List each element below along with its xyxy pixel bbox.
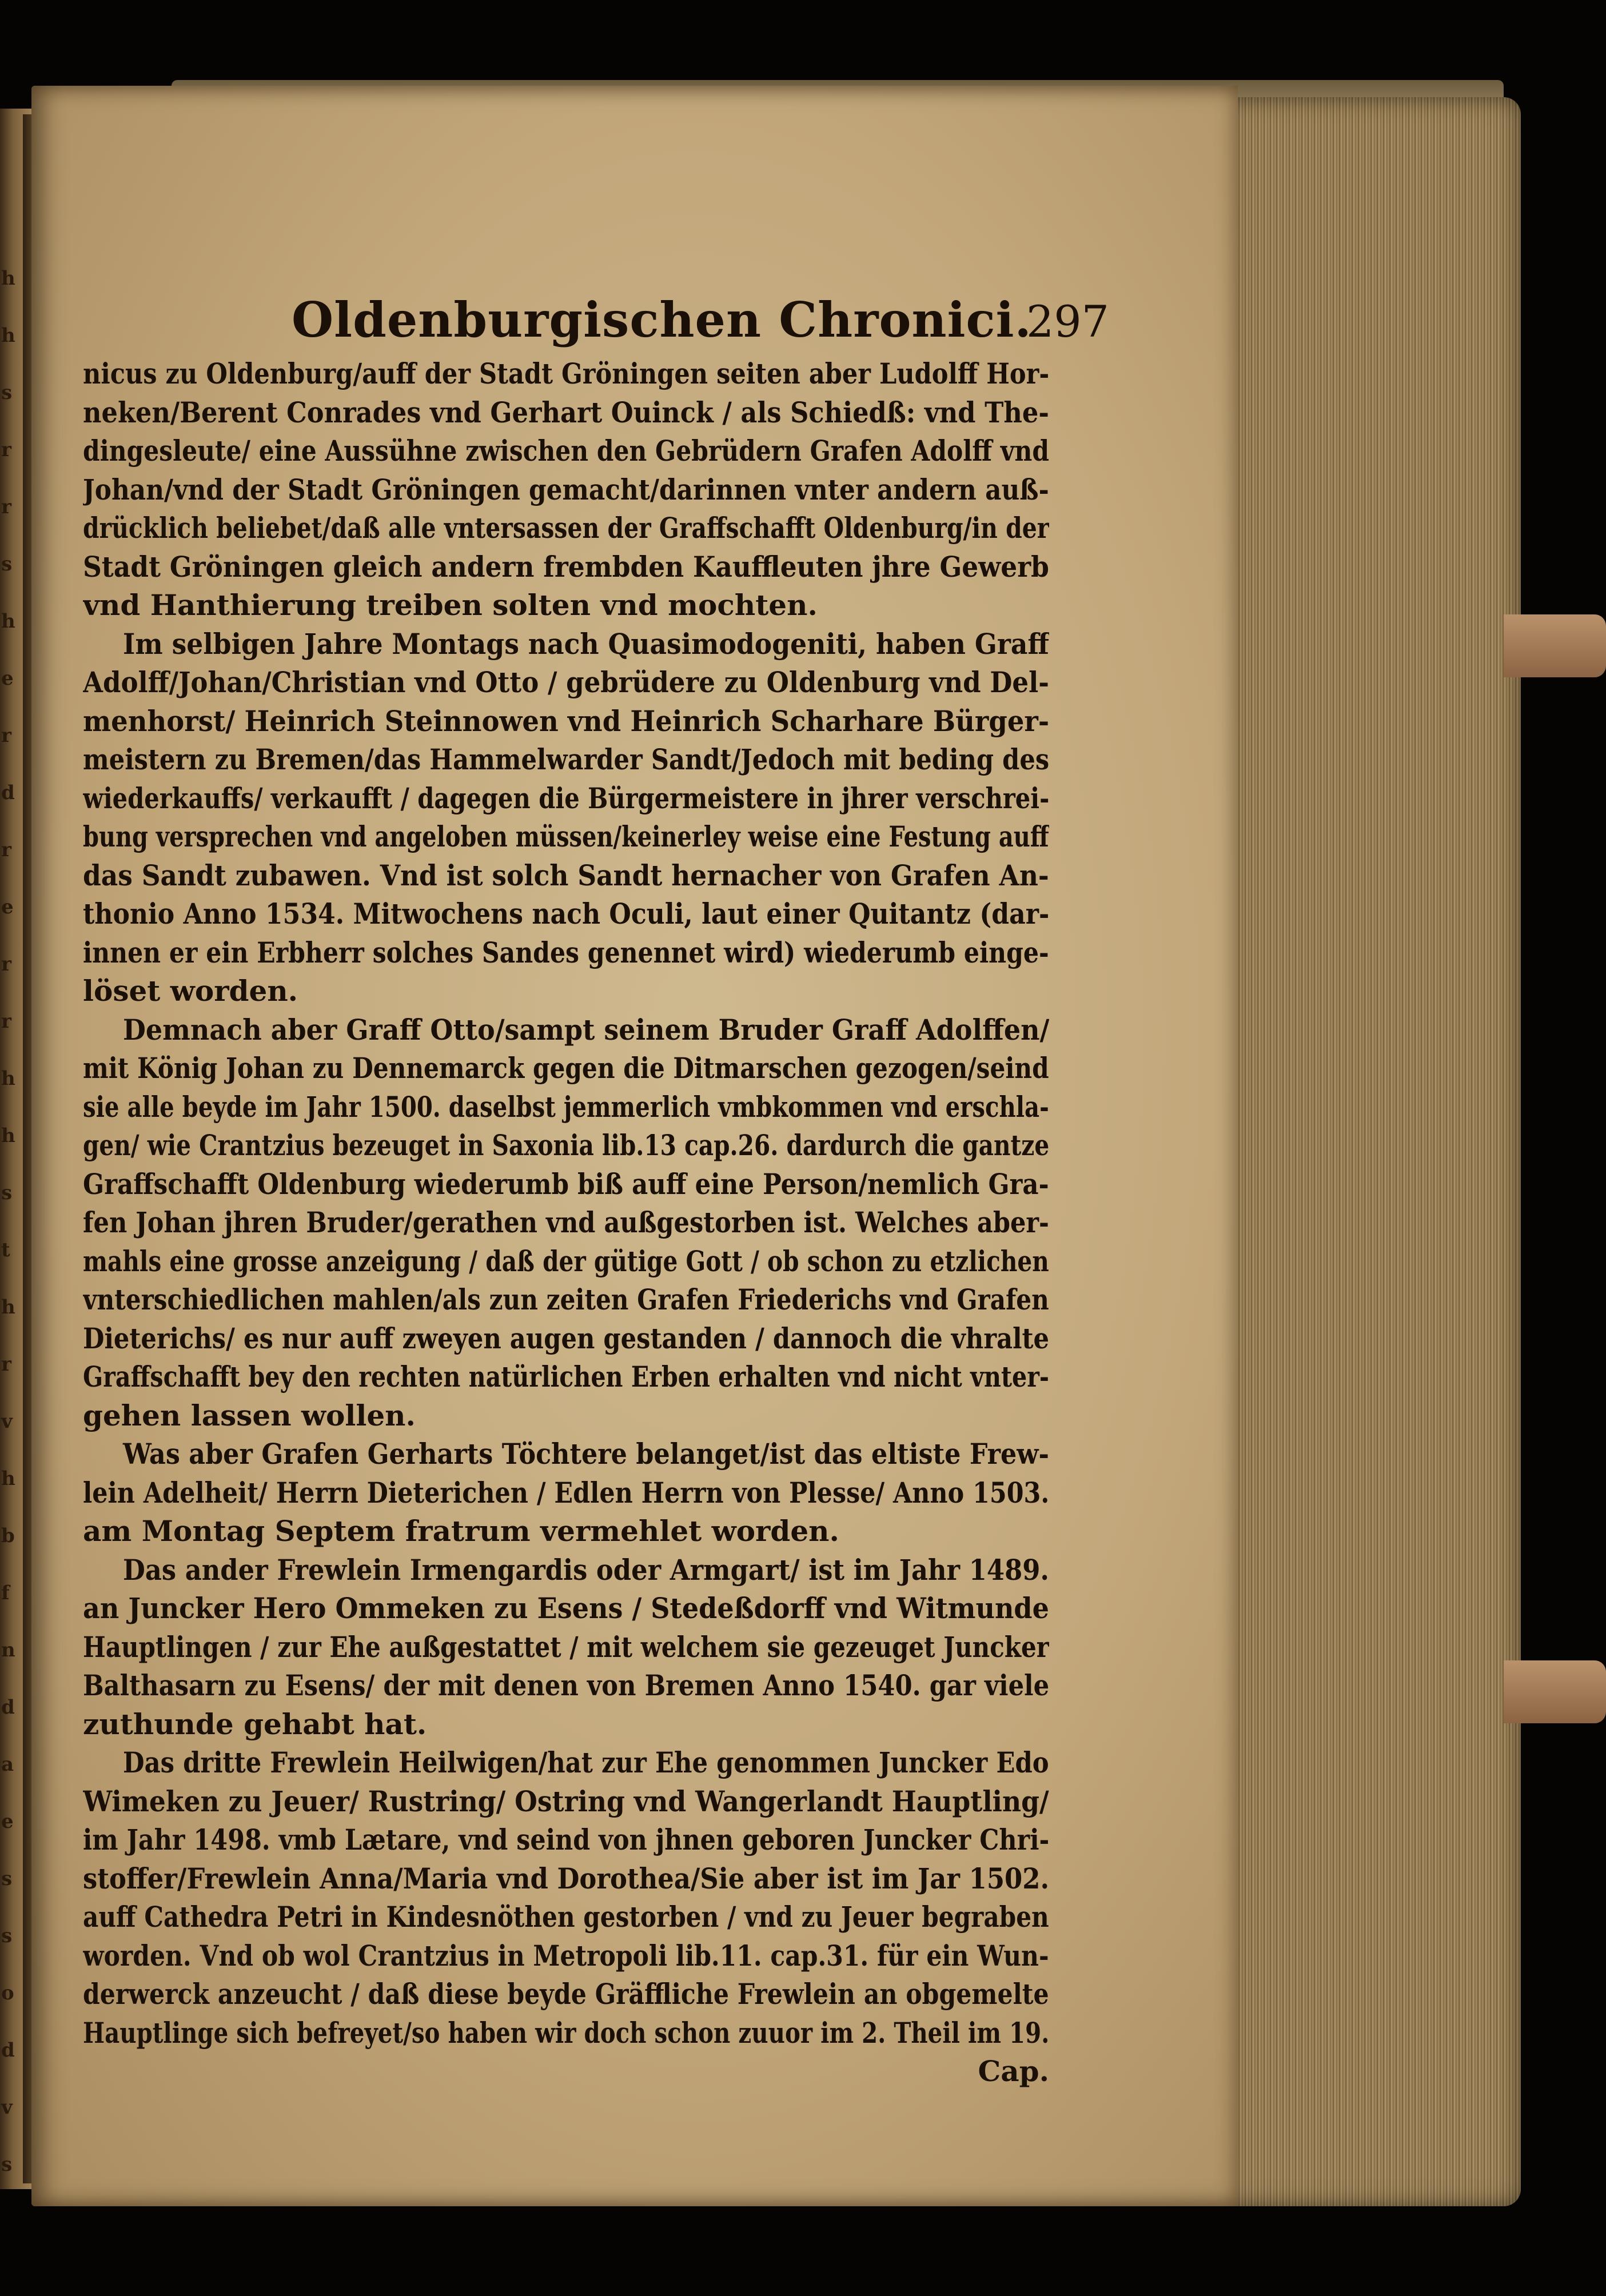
running-title: Oldenburgischen Chronici. [292,292,1032,348]
text-line: wiederkauffs/ verkaufft / dagegen die Bürgermeistere in jhrer verschrei- [83,781,1049,815]
text-line: das Sandt zubawen. Vnd ist solch Sandt hernacher von Grafen An- [83,858,1049,892]
text-line: Dieterichs/ es nur auff zweyen augen gestanden / dannoch die vhralte [83,1321,1049,1355]
text-line: vnterschiedlichen mahlen/als zun zeiten Grafen Friederichs vnd Grafen [83,1283,1049,1316]
text-line: drücklich beliebet/daß alle vntersassen der Graffschafft Oldenburg/in der [83,511,1049,545]
margin-fragment: r [1,1353,11,1376]
margin-fragment: h [1,1296,15,1319]
margin-fragment: e [1,1810,14,1833]
margin-fragment: s [1,2153,13,2176]
text-line: gen/ wie Crantzius bezeuget in Saxonia lib.13 cap.26. dardurch die gantze [83,1128,1049,1162]
margin-fragment: o [1,1982,14,2004]
text-line: lein Adelheit/ Herrn Dieterichen / Edlen Herrn von Plesse/ Anno 1503. [83,1475,1049,1510]
margin-fragment: h [1,324,15,347]
margin-fragment: h [1,267,15,290]
margin-fragment: n [1,1639,15,1662]
book-page [31,86,1238,2206]
text-line: zuthunde gehabt hat. [83,1707,427,1741]
text-line: thonio Anno 1534. Mitwochens nach Oculi, laut einer Quitantz (dar- [83,897,1049,931]
ribbon-marker-lower [1504,1660,1606,1723]
margin-fragment: s [1,1867,13,1890]
margin-fragment: h [1,1124,15,1147]
page-number: 297 [1026,296,1109,347]
margin-fragment: v [1,2096,13,2119]
margin-fragment: h [1,1467,15,1490]
text-line: gehen lassen wollen. [83,1398,416,1432]
catchword: Cap. [978,2054,1049,2088]
margin-fragment: h [1,1067,15,1090]
text-line: sie alle beyde im Jahr 1500. daselbst jemmerlich vmbkommen vnd erschla- [83,1089,1049,1124]
text-line: Graffschafft bey den rechten natürlichen Erben erhalten vnd nicht vnter- [83,1360,1049,1393]
text-line: mit König Johan zu Dennemarck gegen die Ditmarschen gezogen/seind [83,1051,1049,1085]
text-line: Was aber Grafen Gerharts Töchtere belanget/ist das eltiste Frew- [123,1437,1049,1471]
margin-fragment: r [1,438,11,461]
margin-fragment: d [1,1696,15,1719]
ribbon-marker-upper [1504,614,1606,677]
body-text [83,354,1049,2091]
text-line: dingesleute/ eine Aussühne zwischen den Gebrüdern Grafen Adolff vnd [83,434,1049,468]
margin-fragment: r [1,724,11,747]
text-line: auff Cathedra Petri in Kindesnöthen gestorben / vnd zu Jeuer begraben [83,1900,1049,1934]
text-line: vnd Hanthierung treiben solten vnd mochten. [83,588,818,622]
text-line: an Juncker Hero Ommeken zu Esens / Stedeßdorff vnd Witmunde [83,1591,1049,1625]
margin-fragment: r [1,496,11,518]
text-line: Graffschafft Oldenburg wiederumb biß auff eine Person/nemlich Gra- [83,1167,1049,1201]
margin-fragment: s [1,1924,13,1947]
margin-fragment: s [1,553,13,576]
text-line: Wimeken zu Jeuer/ Rustring/ Ostring vnd Wangerlandt Hauptling/ [83,1784,1049,1818]
text-line: am Montag Septem fratrum vermehlet worden. [83,1514,839,1548]
text-line: Das ander Frewlein Irmengardis oder Armgart/ ist im Jahr 1489. [123,1552,1049,1587]
text-line: bung versprechen vnd angeloben müssen/keinerley weise eine Festung auff [83,820,1049,853]
margin-fragment: f [1,1582,10,1604]
margin-fragment: r [1,838,11,861]
margin-fragment: r [1,1010,11,1033]
text-line: derwerck anzeucht / daß diese beyde Gräffliche Frewlein an obgemelte [83,1977,1049,2011]
margin-fragment: e [1,667,14,690]
margin-fragment: d [1,781,15,804]
text-line: im Jahr 1498. vmb Lætare, vnd seind von jhnen geboren Juncker Chri- [83,1823,1049,1856]
page-header [292,292,1109,360]
text-line: fen Johan jhren Bruder/gerathen vnd außgestorben ist. Welches aber- [83,1205,1049,1239]
margin-fragment: d [1,2039,15,2062]
text-line: innen er ein Erbherr solches Sandes genennet wird) wiederumb einge- [83,935,1049,969]
margin-fragment: h [1,610,15,633]
text-line: Stadt Gröningen gleich andern frembden Kauffleuten jhre Gewerb [83,549,1049,584]
text-line: Demnach aber Graff Otto/sampt seinem Bruder Graff Adolffen/ [123,1012,1049,1047]
text-line: mahls eine grosse anzeigung / daß der gütige Gott / ob schon zu etzlichen [83,1244,1049,1278]
text-line: meistern zu Bremen/das Hammelwarder Sandt/Jedoch mit beding des [83,742,1049,776]
text-line: Im selbigen Jahre Montags nach Quasimodogeniti, haben Graff [123,626,1049,661]
margin-fragment: a [1,1753,14,1776]
margin-fragment: t [1,1239,10,1261]
margin-fragment: v [1,1410,13,1433]
text-line: Johan/vnd der Stadt Gröningen gemacht/darinnen vnter andern auß- [83,472,1049,506]
text-line: Adolff/Johan/Christian vnd Otto / gebrüdere zu Oldenburg vnd Del- [83,665,1049,699]
text-line: stoffer/Frewlein Anna/Maria vnd Dorothea/Sie aber ist im Jar 1502. [83,1861,1049,1895]
text-line: Hauptlingen / zur Ehe außgestattet / mit welchem sie gezeuget Juncker [83,1630,1049,1664]
text-line: menhorst/ Heinrich Steinnowen vnd Heinrich Scharhare Bürger- [83,704,1049,738]
page-edges [1224,97,1521,2206]
text-line: Balthasarn zu Esens/ der mit denen von Bremen Anno 1540. gar viele [83,1668,1049,1702]
margin-fragment: s [1,381,13,404]
text-line: nicus zu Oldenburg/auff der Stadt Gröningen seiten aber Ludolff Hor- [83,357,1049,390]
margin-fragment: e [1,896,14,919]
margin-fragment: r [1,953,11,976]
text-line: Das dritte Frewlein Heilwigen/hat zur Ehe genommen Juncker Edo [123,1746,1049,1779]
text-line: neken/Berent Conrades vnd Gerhart Ouinck / als Schiedß: vnd The- [83,395,1049,429]
margin-fragment: b [1,1524,15,1547]
margin-fragment: s [1,1181,13,1204]
text-line: worden. Vnd ob wol Crantzius in Metropoli lib.11. cap.31. für ein Wun- [83,1938,1049,1972]
text-line: löset worden. [83,974,298,1008]
text-line: Hauptlinge sich befreyet/so haben wir doch schon zuuor im 2. Theil im 19. [83,2015,1049,2050]
